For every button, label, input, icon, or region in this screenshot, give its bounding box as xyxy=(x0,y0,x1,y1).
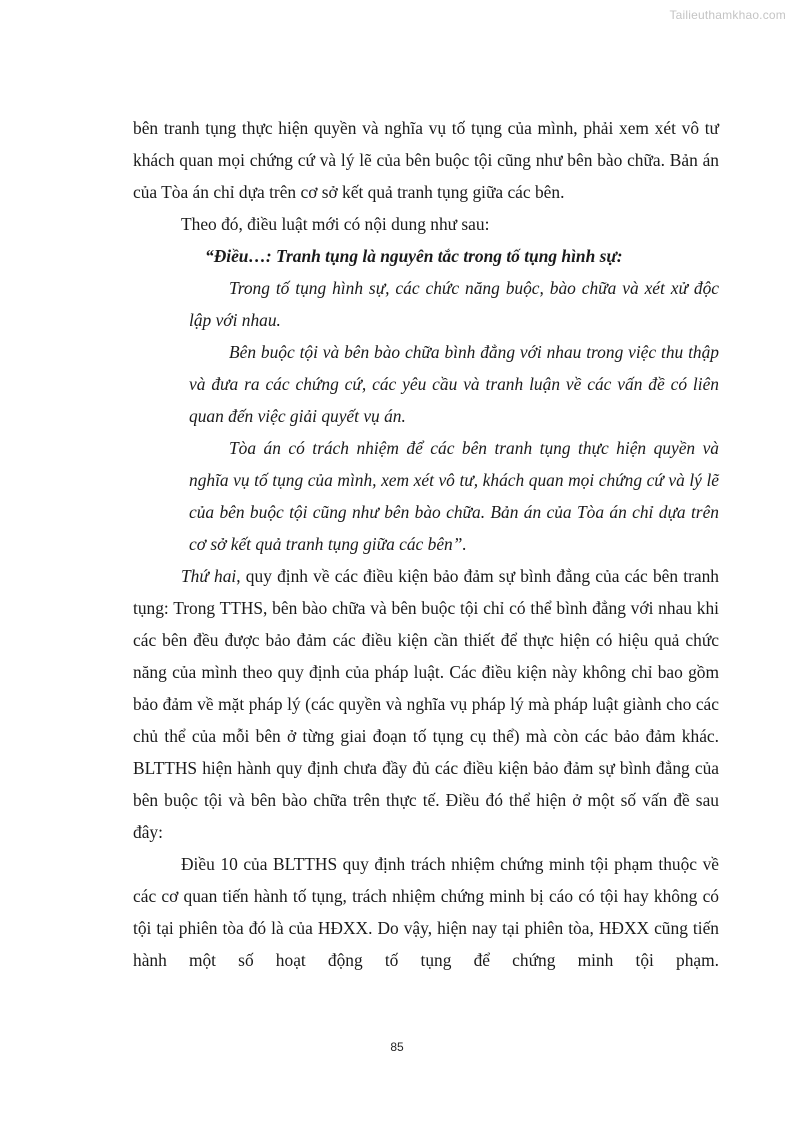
paragraph: bên tranh tụng thực hiện quyền và nghĩa vụ tố tụng của mình, phải xem xét vô tư khách quan mọi chứng cứ và lý lẽ của bên buộc tội cũng như bên bào chữa. Bản án của Tòa án chỉ dựa trên cơ sở kết quả tranh tụng giữa các bên. xyxy=(133,118,719,202)
document-body xyxy=(133,112,719,976)
paragraph: Theo đó, điều luật mới có nội dung như sau: xyxy=(181,214,490,234)
page-number: 85 xyxy=(390,1040,404,1054)
paragraph: Điều 10 của BLTTHS quy định trách nhiệm chứng minh tội phạm thuộc về các cơ quan tiến hành tố tụng, trách nhiệm chứng minh bị cáo có tội hay không có tội tại phiên tòa đó là của HĐXX. Do vậy, hiện nay tại phiên tòa, HĐXX cũng tiến hành một số hoạt động tố tụng để chứng minh tội phạm. xyxy=(133,854,719,970)
paragraph xyxy=(133,560,719,848)
paragraph-lead: Thứ hai xyxy=(181,566,237,586)
watermark: Tailieuthamkhao.com xyxy=(669,8,786,22)
paragraph-text: , quy định về các điều kiện bảo đảm sự bình đẳng của các bên tranh tụng: Trong TTHS, bên bào chữa và bên buộc tội chỉ có thể bình đẳng với nhau khi các bên đều được bảo đảm các điều kiện cần thiết để thực hiện có hiệu quả chức năng của mình theo quy định của pháp luật. Các điều kiện này không chỉ bao gồm bảo đảm về mặt pháp lý (các quyền và nghĩa vụ pháp lý mà pháp luật giành cho các chủ thể của mỗi bên ở từng giai đoạn tố tụng cụ thể) mà còn các bảo đảm khác. BLTTHS hiện hành quy định chưa đầy đủ các điều kiện bảo đảm sự bình đẳng của bên buộc tội và bên bào chữa trên thực tế. Điều đó thể hiện ở một số vấn đề sau đây: xyxy=(133,566,719,842)
quoted-article-title: “Điều…: Tranh tụng là nguyên tắc trong tố tụng hình sự: xyxy=(205,246,623,266)
quoted-clause: Tòa án có trách nhiệm để các bên tranh tụng thực hiện quyền và nghĩa vụ tố tụng của mình, xem xét vô tư, khách quan mọi chứng cứ và lý lẽ của bên buộc tội cũng như bên bào chữa. Bản án của Tòa án chỉ dựa trên cơ sở kết quả tranh tụng giữa các bên”. xyxy=(189,438,719,554)
quoted-clause: Trong tố tụng hình sự, các chức năng buộc, bào chữa và xét xử độc lập với nhau. xyxy=(189,278,719,330)
quoted-clause: Bên buộc tội và bên bào chữa bình đẳng với nhau trong việc thu thập và đưa ra các chứng cứ, các yêu cầu và tranh luận về các vấn đề có liên quan đến việc giải quyết vụ án. xyxy=(189,342,719,426)
